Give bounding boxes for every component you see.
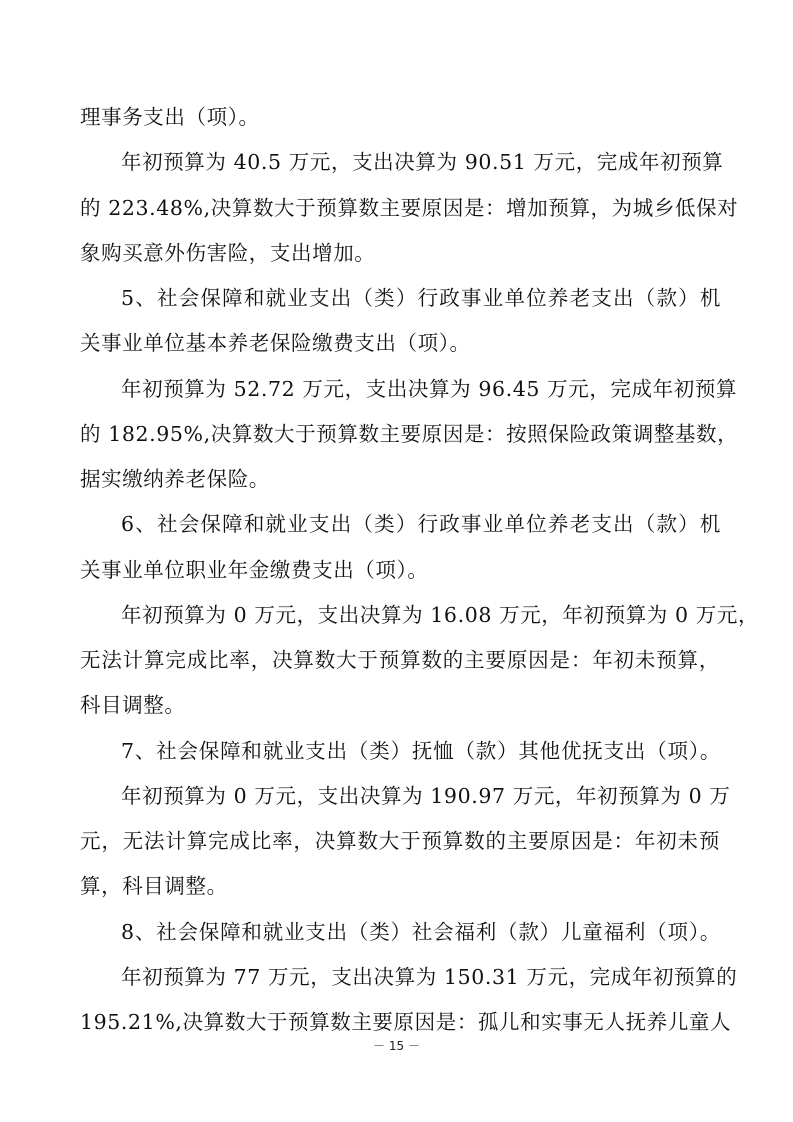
text-line: 195.21%,决算数大于预算数主要原因是：孤儿和实事无人抚养儿童人: [80, 1010, 732, 1034]
text-line: 元，无法计算完成比率，决算数大于预算数的主要原因是：年初未预: [80, 829, 720, 853]
text-line: 年初预算为 40.5 万元，支出决算为 90.51 万元，完成年初预算: [121, 150, 724, 174]
text-line: 关事业单位职业年金缴费支出（项）。: [80, 558, 429, 582]
page-number: － 15 －: [373, 1039, 420, 1053]
text-line: 象购买意外伤害险，支出增加。: [80, 241, 376, 265]
section-heading-6: 6、社会保障和就业支出（类）行政事业单位养老支出（款）机: [121, 512, 721, 536]
text-line: 据实缴纳养老保险。: [80, 467, 270, 491]
text-line: 关事业单位基本养老保险缴费支出（项）。: [80, 331, 471, 355]
text-line: 年初预算为 52.72 万元，支出决算为 96.45 万元，完成年初预算: [121, 377, 738, 401]
section-heading-8: 8、社会保障和就业支出（类）社会福利（款）儿童福利（项）。: [121, 920, 721, 944]
text-line: 年初预算为 0 万元，支出决算为 190.97 万元，年初预算为 0 万: [121, 784, 731, 808]
text-line: 的 223.48%,决算数大于预算数主要原因是：增加预算，为城乡低保对: [80, 196, 739, 220]
text-line: 年初预算为 77 万元，支出决算为 150.31 万元，完成年初预算的: [121, 965, 738, 989]
text-line: 的 182.95%,决算数大于预算数主要原因是：按照保险政策调整基数，: [80, 422, 739, 446]
section-heading-7: 7、社会保障和就业支出（类）抚恤（款）其他优抚支出（项）。: [121, 739, 721, 763]
section-heading-5: 5、社会保障和就业支出（类）行政事业单位养老支出（款）机: [121, 286, 721, 310]
text-line: 科目调整。: [80, 693, 186, 717]
text-line: 年初预算为 0 万元，支出决算为 16.08 万元，年初预算为 0 万元，: [121, 603, 760, 627]
text-line: 理事务支出（项）。: [80, 105, 260, 129]
text-line: 无法计算完成比率，决算数大于预算数的主要原因是：年初未预算，: [80, 648, 720, 672]
text-line: 算，科目调整。: [80, 874, 228, 898]
